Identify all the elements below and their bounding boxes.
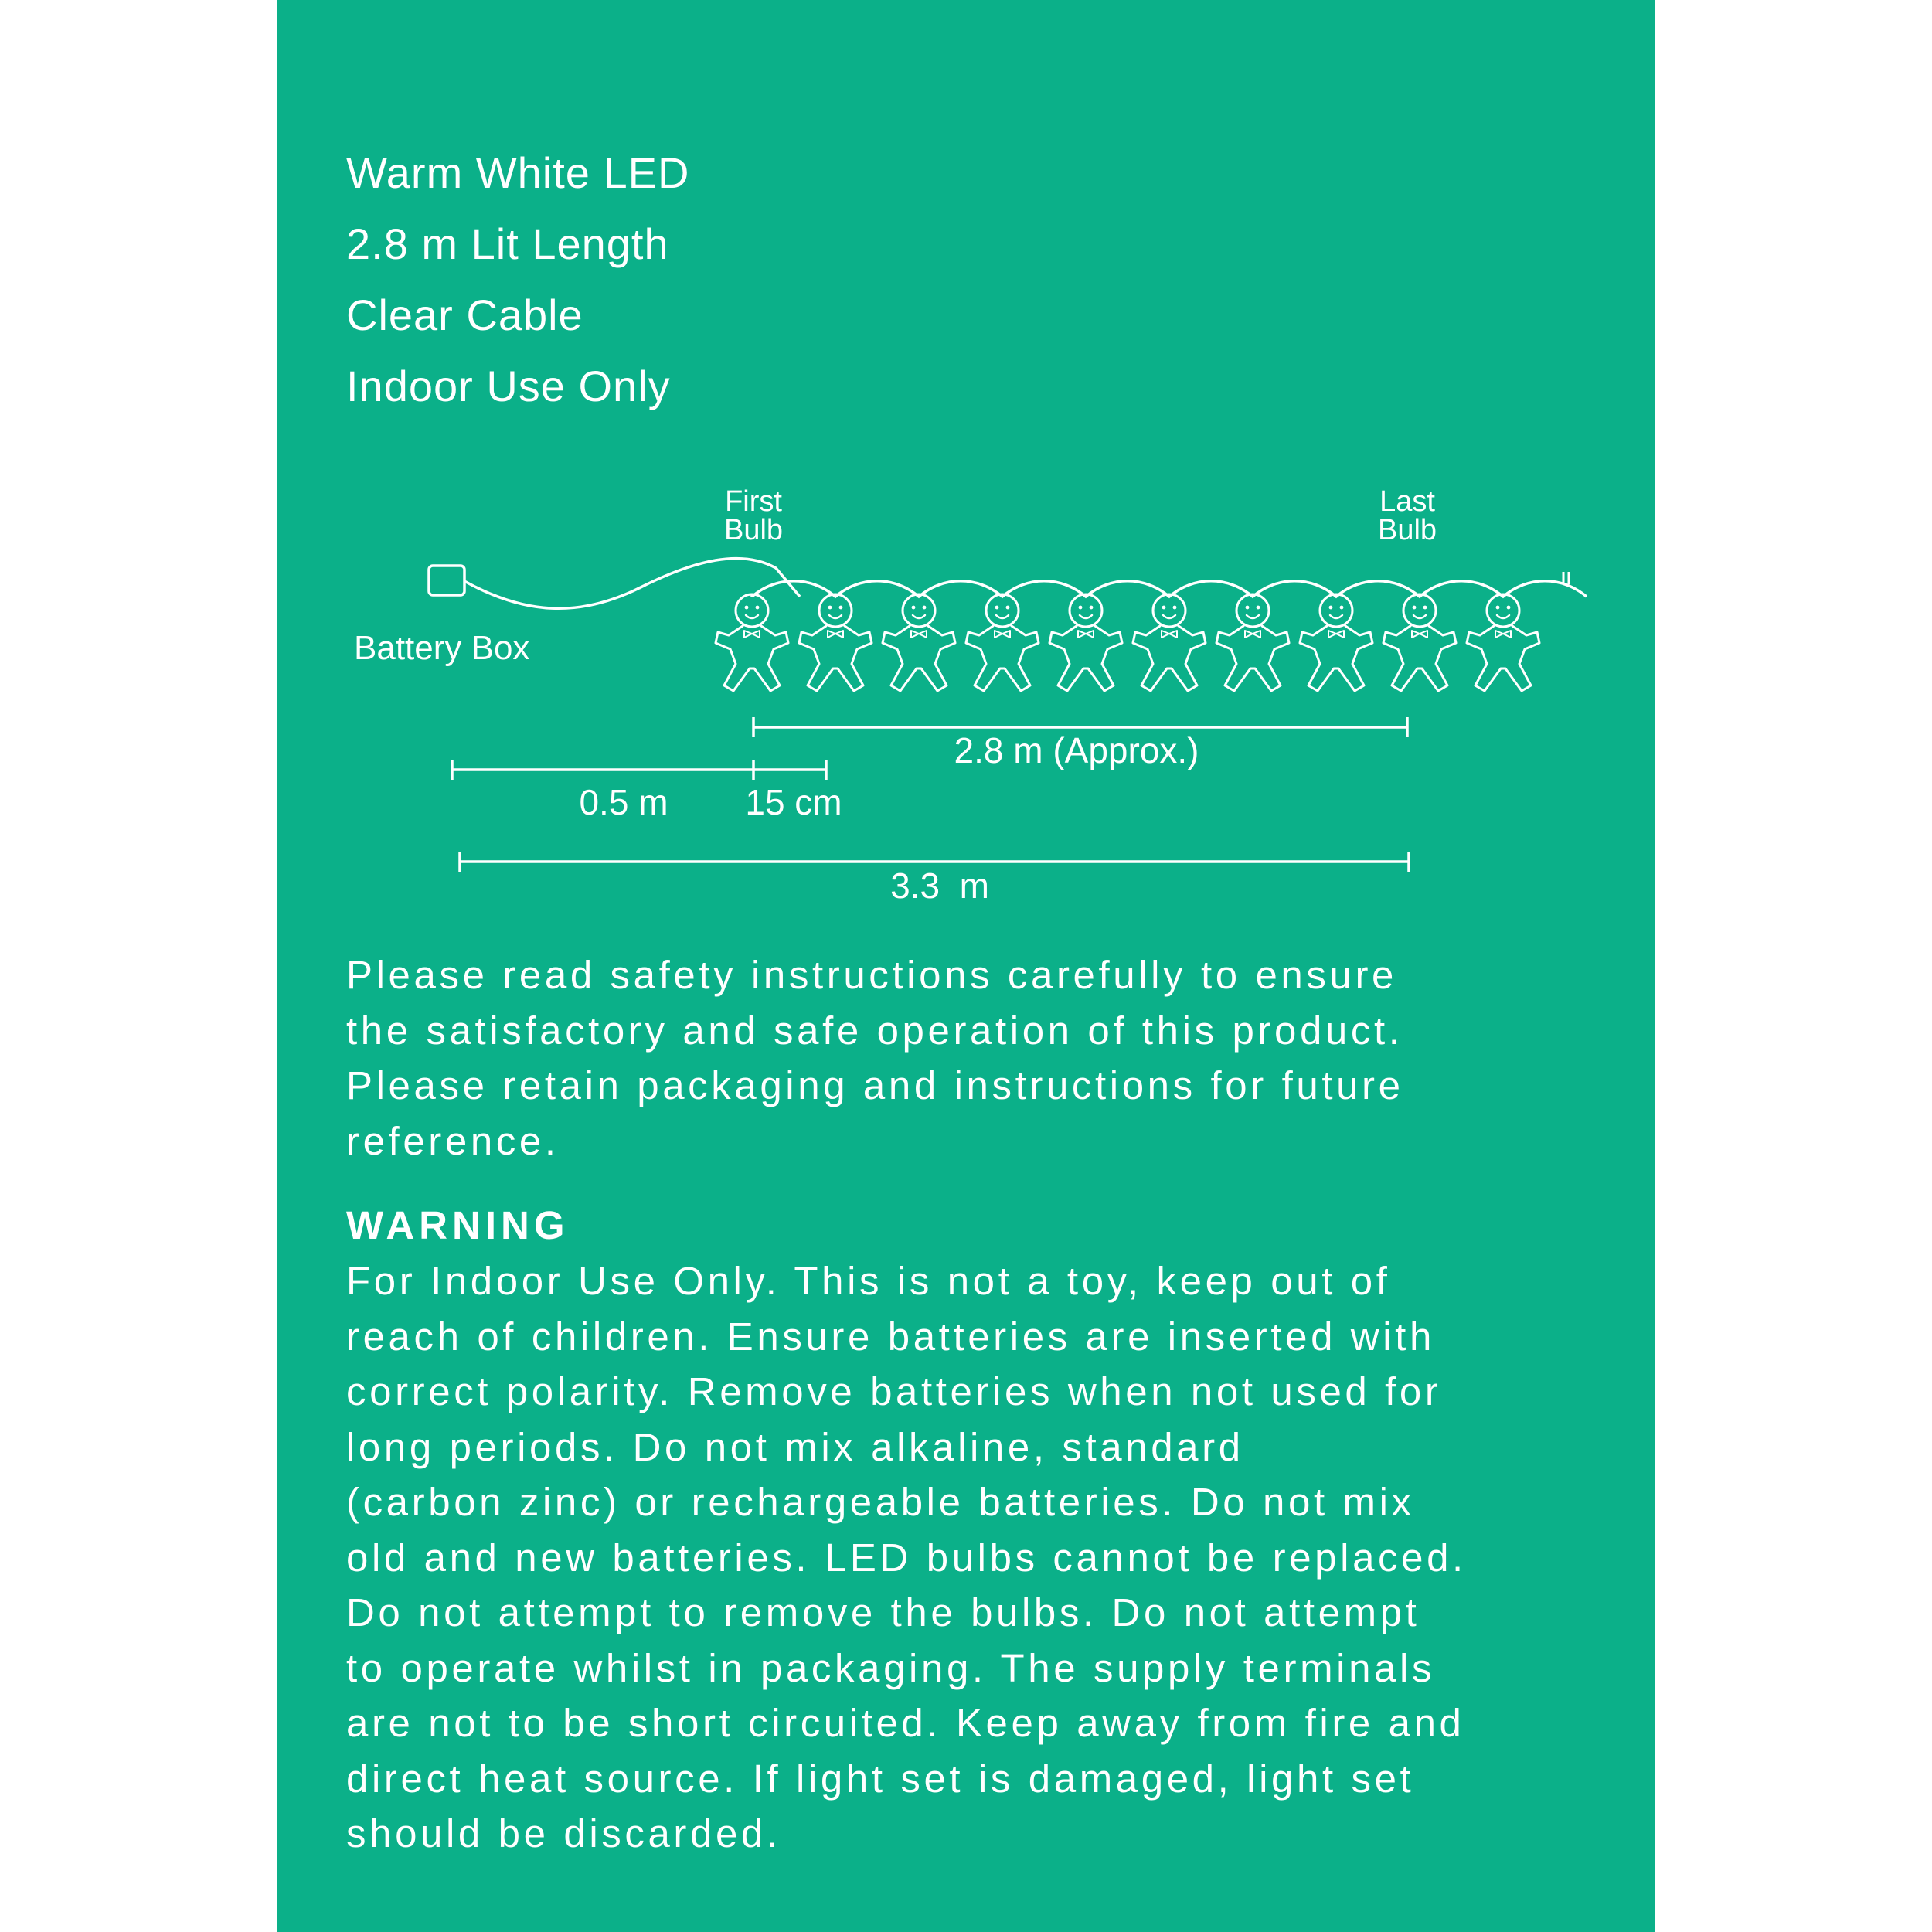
first-bulb-label: First (725, 485, 782, 518)
gingerbread-man-icon (799, 594, 872, 691)
spec-item: Clear Cable (346, 291, 583, 339)
warning-line: old and new batteries. LED bulbs cannot be replaced. (346, 1535, 1467, 1580)
warning-line: correct polarity. Remove batteries when not used for (346, 1369, 1442, 1413)
light-string-diagram (277, 464, 1655, 927)
total-length-label: 3.3 m (890, 866, 989, 906)
warning-text (346, 1253, 1621, 1862)
warning-line: to operate whilst in packaging. The supply terminals (346, 1645, 1436, 1690)
intro-line: reference. (346, 1118, 560, 1163)
safety-intro (346, 947, 1621, 1168)
last-bulb-label: Bulb (1377, 514, 1437, 546)
intro-line: Please retain packaging and instructions for future (346, 1063, 1404, 1107)
lead-cable (464, 559, 800, 609)
warning-line: reach of children. Ensure batteries are inserted with (346, 1314, 1435, 1359)
warning-line: Do not attempt to remove the bulbs. Do not attempt (346, 1590, 1420, 1634)
warning-line: should be discarded. (346, 1811, 781, 1855)
gingerbread-man-icon (1467, 594, 1539, 691)
warning-line: are not to be short circuited. Keep away from fire and (346, 1701, 1465, 1745)
warning-line: direct heat source. If light set is damaged, light set (346, 1756, 1415, 1801)
spec-item: Indoor Use Only (346, 362, 671, 410)
spec-item: Warm White LED (346, 148, 690, 197)
intro-line: Please read safety instructions carefully to ensure (346, 953, 1398, 997)
gingerbread-man-icon (1383, 594, 1456, 691)
first-bulb-label: Bulb (723, 514, 784, 546)
last-bulb-label: Last (1379, 485, 1435, 518)
bulb-spacing-label: 15 cm (745, 782, 842, 822)
gingerbread-man-icon (966, 594, 1039, 691)
battery-box-label: Battery Box (354, 629, 530, 667)
gingerbread-man-icon (1216, 594, 1289, 691)
spec-item: 2.8 m Lit Length (346, 219, 669, 268)
intro-line: the satisfactory and safe operation of this product. (346, 1008, 1403, 1053)
gingerbread-man-icon (716, 594, 788, 691)
warning-line: long periods. Do not mix alkaline, standard (346, 1424, 1244, 1469)
warning-line: For Indoor Use Only. This is not a toy, keep out of (346, 1259, 1391, 1303)
warning-line: (carbon zinc) or rechargeable batteries. Do not mix (346, 1480, 1415, 1524)
gingerbread-man-icon (883, 594, 955, 691)
battery-box-icon (429, 566, 464, 595)
packaging-panel (277, 0, 1655, 1932)
gingerbread-man-icon (1300, 594, 1372, 691)
lead-length-label: 0.5 m (579, 782, 668, 822)
lit-length-label: 2.8 m (Approx.) (954, 730, 1199, 770)
gingerbread-man-icon (1133, 594, 1206, 691)
warning-title: WARNING (346, 1203, 570, 1247)
gingerbread-man-icon (1049, 594, 1122, 691)
spec-list (346, 138, 689, 422)
